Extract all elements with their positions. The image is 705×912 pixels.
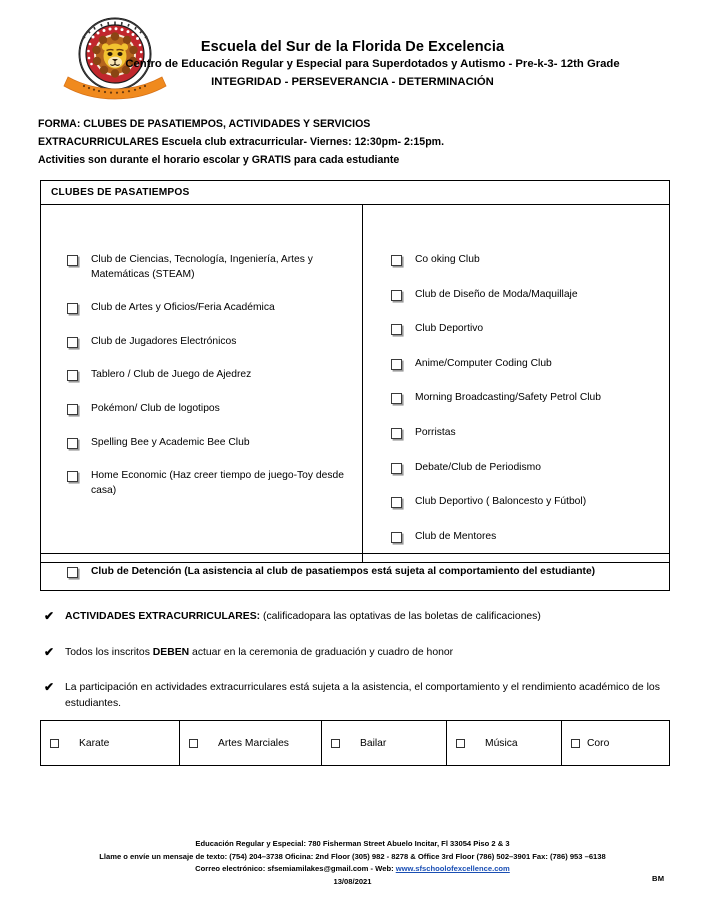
club-item-label: Club de Ciencias, Tecnología, Ingeniería, Artes y Matemáticas (STEAM)	[91, 254, 313, 280]
checkmark-note-emphasis: DEBEN	[152, 646, 190, 658]
club-item[interactable]	[67, 301, 356, 316]
option-cell[interactable]	[447, 721, 562, 765]
checkbox-icon[interactable]	[67, 471, 78, 482]
club-item[interactable]	[67, 469, 356, 498]
option-cell[interactable]	[562, 721, 669, 765]
checkmark-note-emphasis: ACTIVIDADES EXTRACURRICULARES:	[65, 611, 261, 622]
option-label: Coro	[587, 737, 610, 749]
intro-line-3: Activities son durante el horario escolar y GRATIS para cada estudiante	[38, 154, 400, 167]
option-cell[interactable]	[180, 721, 322, 765]
club-item[interactable]	[67, 253, 356, 282]
clubs-table	[40, 180, 670, 563]
checkmark-note-text: ACTIVIDADES EXTRACURRICULARES: (calificadopara las optativas de las boletas de calificaciones)	[65, 611, 541, 622]
clubs-table-body	[41, 205, 669, 562]
checkbox-icon[interactable]	[391, 463, 402, 474]
checkbox-icon[interactable]	[391, 324, 402, 335]
option-label: Karate	[79, 737, 110, 749]
club-item-label: Debate/Club de Periodismo	[415, 461, 541, 473]
footer-email-text: Correo electrónico: sfsemiamilakes@gmail.com - Web:	[195, 864, 396, 874]
checkbox-icon[interactable]	[67, 337, 78, 348]
option-label: Artes Marciales	[218, 737, 289, 749]
checkbox-icon[interactable]	[331, 739, 340, 748]
checkmark-notes	[44, 609, 674, 711]
page-footer	[0, 838, 705, 888]
checkbox-icon[interactable]	[571, 739, 580, 748]
checkbox-icon[interactable]	[391, 428, 402, 439]
checkbox-icon[interactable]	[456, 739, 465, 748]
club-item[interactable]	[391, 288, 663, 303]
club-item[interactable]	[67, 402, 356, 417]
footer-address: Educación Regular y Especial: 780 Fisherman Street Abuelo Incitar, Fl 33054 Piso 2 & 3	[195, 839, 510, 848]
checkbox-icon[interactable]	[391, 393, 402, 404]
checkmark-note-text: Todos los inscritos DEBEN actuar en la ceremonia de graduación y cuadro de honor	[65, 646, 454, 658]
checkbox-icon[interactable]	[67, 404, 78, 415]
checkbox-icon[interactable]	[391, 532, 402, 543]
checkbox-icon[interactable]	[189, 739, 198, 748]
checkmark-icon: ✔	[44, 609, 55, 623]
option-label: Bailar	[360, 737, 387, 749]
club-item-label: Club de Artes y Oficios/Feria Académica	[91, 302, 275, 314]
intro-paragraph	[38, 115, 678, 170]
checkbox-icon[interactable]	[67, 255, 78, 266]
options-table	[40, 720, 670, 766]
footer-date: 13/08/2021	[333, 876, 372, 886]
option-cell[interactable]	[41, 721, 180, 765]
checkbox-icon[interactable]	[67, 303, 78, 314]
checkbox-icon[interactable]	[391, 255, 402, 266]
club-item[interactable]	[391, 357, 663, 372]
checkbox-icon[interactable]	[67, 438, 78, 449]
club-item[interactable]	[67, 335, 356, 350]
clubs-table-header: CLUBES DE PASATIEMPOS	[41, 181, 669, 205]
club-item[interactable]	[391, 530, 663, 545]
club-item[interactable]	[391, 495, 663, 510]
checkbox-icon[interactable]	[67, 567, 78, 578]
checkmark-icon: ✔	[44, 680, 55, 695]
footer-phones: Llame o envíe un mensaje de texto: (754) 204–3738 Oficina: 2nd Floor (305) 982 - 8278 & Office 3rd Floor (786) 502–3901 Fax: (786) 953 –6138	[99, 851, 606, 861]
footer-contact	[0, 863, 705, 876]
club-item-label: Club Deportivo	[415, 323, 484, 335]
club-item[interactable]	[391, 461, 663, 476]
clubs-left-column	[41, 205, 363, 562]
club-item-label: Club Deportivo ( Baloncesto y Fútbol)	[415, 496, 587, 508]
checkbox-icon[interactable]	[391, 359, 402, 370]
intro-line-2: EXTRACURRICULARES Escuela club extracurricular- Viernes: 12:30pm- 2:15pm.	[38, 136, 445, 149]
checkbox-icon[interactable]	[67, 370, 78, 381]
club-item[interactable]	[391, 391, 663, 406]
club-item-label: Co oking Club	[415, 254, 480, 265]
checkmark-icon: ✔	[44, 644, 55, 659]
option-cell[interactable]	[322, 721, 447, 765]
checkmark-note	[44, 609, 674, 625]
club-item-label: Home Economic (Haz creer tiempo de juego-Toy desde casa)	[91, 470, 344, 496]
club-item-label: Morning Broadcasting/Safety Petrol Club	[415, 392, 602, 404]
club-item-label: Club de Mentores	[415, 530, 497, 542]
club-item-label: Tablero / Club de Juego de Ajedrez	[91, 369, 252, 381]
club-item[interactable]	[391, 253, 663, 268]
club-item-label: Porristas	[415, 427, 456, 439]
checkbox-icon[interactable]	[50, 739, 59, 748]
club-item-label: Pokémon/ Club de logotipos	[91, 403, 220, 415]
clubs-right-column	[363, 205, 669, 562]
club-item[interactable]	[67, 368, 356, 383]
club-item[interactable]	[67, 436, 356, 451]
club-item-label: Club de Jugadores Electrónicos	[91, 335, 237, 347]
school-title: Escuela del Sur de la Florida De Excelencia	[200, 39, 505, 55]
page-header	[0, 0, 705, 100]
intro-line-1: FORMA: CLUBES DE PASATIEMPOS, ACTIVIDADES Y SERVICIOS	[38, 118, 371, 130]
school-subtitle: Centro de Educación Regular y Especial para Superdotados y Autismo - Pre-k-3- 12th Grade	[125, 58, 620, 71]
detention-label: Club de Detención (La asistencia al club de pasatiempos está sujeta al comportamiento del estudiante)	[91, 566, 596, 577]
checkbox-icon[interactable]	[391, 290, 402, 301]
school-motto: INTEGRIDAD - PERSEVERANCIA - DETERMINACIÓN	[211, 75, 494, 88]
club-item-label: Spelling Bee y Academic Bee Club	[91, 436, 250, 448]
checkmark-note	[44, 645, 674, 661]
club-item-label: Anime/Computer Coding Club	[415, 357, 552, 369]
detention-row[interactable]	[40, 553, 670, 591]
option-label: Música	[485, 737, 518, 749]
checkmark-note-text: La participación en actividades extracurriculares está sujeta a la asistencia, el comportamiento y el rendimiento académico de los estudiantes.	[65, 682, 660, 709]
checkmark-note	[44, 680, 674, 711]
footer-initials: BM	[652, 874, 665, 883]
header-text-block	[0, 38, 705, 91]
club-item-label: Club de Diseño de Moda/Maquillaje	[415, 288, 578, 300]
checkbox-icon[interactable]	[391, 497, 402, 508]
footer-website-link[interactable]: www.sfschoolofexcellence.com	[395, 864, 510, 874]
club-item[interactable]	[391, 426, 663, 441]
club-item[interactable]	[391, 322, 663, 337]
